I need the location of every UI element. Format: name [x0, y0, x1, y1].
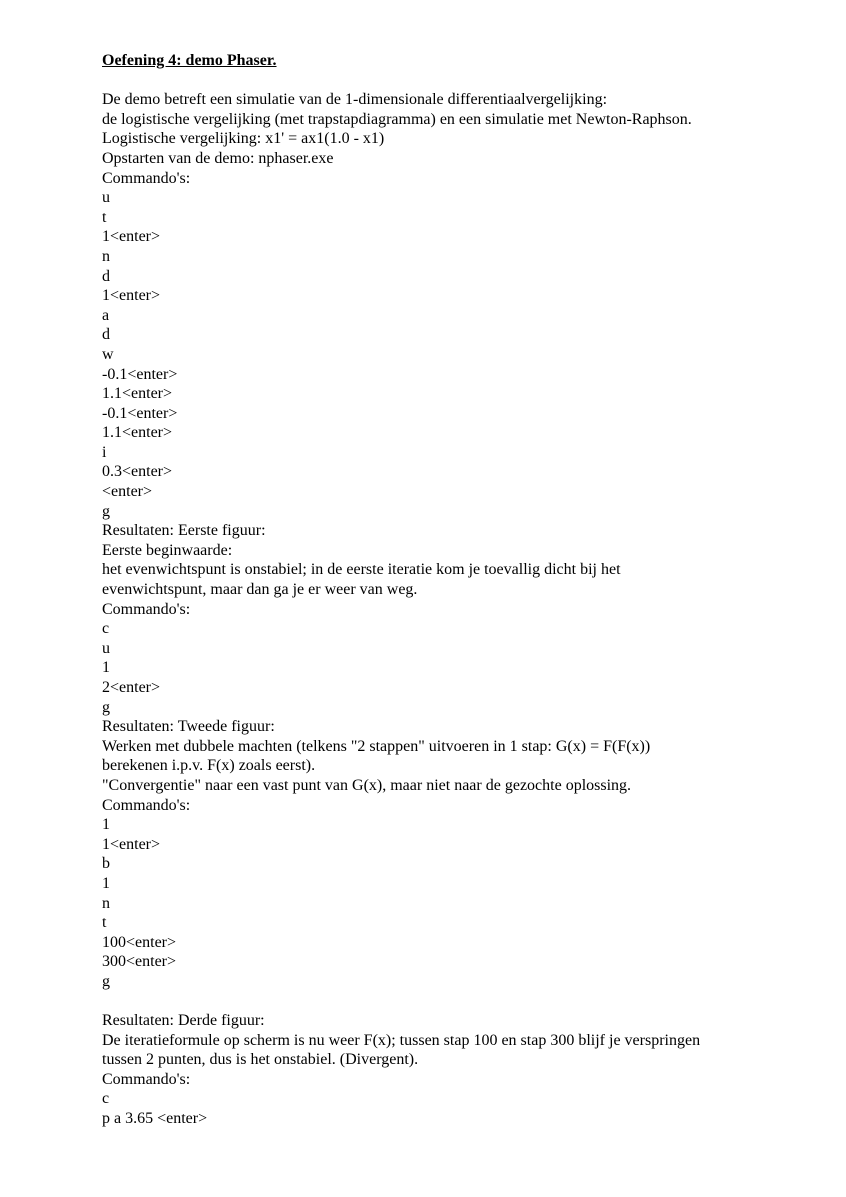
text-line: Werken met dubbele machten (telkens "2 stappen" uitvoeren in 1 stap: G(x) = F(F(x)): [102, 737, 651, 755]
text-line: w: [102, 345, 114, 363]
text-line: 0.3<enter>: [102, 463, 173, 481]
text-line: 300<enter>: [102, 953, 177, 971]
text-line: c: [102, 620, 110, 638]
text-line: t: [102, 914, 107, 932]
text-line: u: [102, 189, 110, 207]
text-line: evenwichtspunt, maar dan ga je er weer van weg.: [102, 581, 418, 599]
text-line: Commando's:: [102, 169, 191, 187]
text-line: d: [102, 267, 110, 285]
text-line: De iteratieformule op scherm is nu weer F(x); tussen stap 100 en stap 300 blijf je verspringen: [102, 1031, 701, 1049]
text-line: 2<enter>: [102, 679, 161, 696]
text-line: De demo betreft een simulatie van de 1-dimensionale differentiaalvergelijking:: [102, 91, 608, 109]
text-line: tussen 2 punten, dus is het onstabiel. (Divergent).: [102, 1051, 419, 1069]
text-line: Opstarten van de demo: nphaser.exe: [102, 149, 334, 167]
text-line: 1<enter>: [102, 287, 161, 305]
text-line: p a 3.65 <enter>: [102, 1110, 208, 1128]
text-line: g: [102, 502, 110, 520]
text-line: i: [102, 443, 107, 461]
text-line: het evenwichtspunt is onstabiel; in de eerste iteratie kom je toevallig dicht bij het: [102, 561, 621, 579]
text-line: 1: [102, 659, 110, 677]
text-line: 100<enter>: [102, 933, 177, 951]
text-line: "Convergentie" naar een vast punt van G(x), maar niet naar de gezochte oplossing.: [102, 776, 632, 794]
text-line: Commando's:: [102, 600, 191, 618]
text-line: berekenen i.p.v. F(x) zoals eerst).: [102, 757, 316, 775]
text-line: -0.1<enter>: [102, 365, 178, 383]
text-line: Resultaten: Tweede figuur:: [102, 718, 275, 736]
text-line: a: [102, 306, 110, 324]
text-line: de logistische vergelijking (met trapstapdiagramma) en een simulatie met Newton-Raphson.: [102, 110, 692, 128]
text-line: Commando's:: [102, 796, 191, 814]
text-line: 1: [102, 874, 110, 892]
blank-line: [102, 992, 802, 1012]
text-line: u: [102, 639, 110, 657]
text-line: t: [102, 208, 107, 226]
text-line: -0.1<enter>: [102, 404, 178, 422]
text-line: 1: [102, 816, 110, 834]
text-line: n: [102, 894, 110, 912]
text-line: Eerste beginwaarde:: [102, 541, 233, 559]
text-line: c: [102, 1090, 110, 1108]
text-line: 1.1<enter>: [102, 385, 173, 403]
document-body: [102, 90, 802, 1128]
page-title: Oefening 4: demo Phaser.: [102, 52, 277, 69]
document-page: [102, 51, 802, 1129]
text-line: Resultaten: Derde figuur:: [102, 1012, 265, 1030]
text-line: Commando's:: [102, 1070, 191, 1088]
text-line: g: [102, 972, 110, 990]
text-line: d: [102, 326, 110, 344]
text-line: 1<enter>: [102, 228, 161, 246]
text-line: n: [102, 247, 110, 265]
text-line: <enter>: [102, 483, 153, 501]
text-line: g: [102, 698, 110, 716]
text-line: 1.1<enter>: [102, 424, 173, 442]
text-line: Logistische vergelijking: x1' = ax1(1.0 - x1): [102, 130, 385, 148]
text-line: b: [102, 855, 110, 873]
text-line: 1<enter>: [102, 835, 161, 853]
text-line: Resultaten: Eerste figuur:: [102, 522, 266, 540]
